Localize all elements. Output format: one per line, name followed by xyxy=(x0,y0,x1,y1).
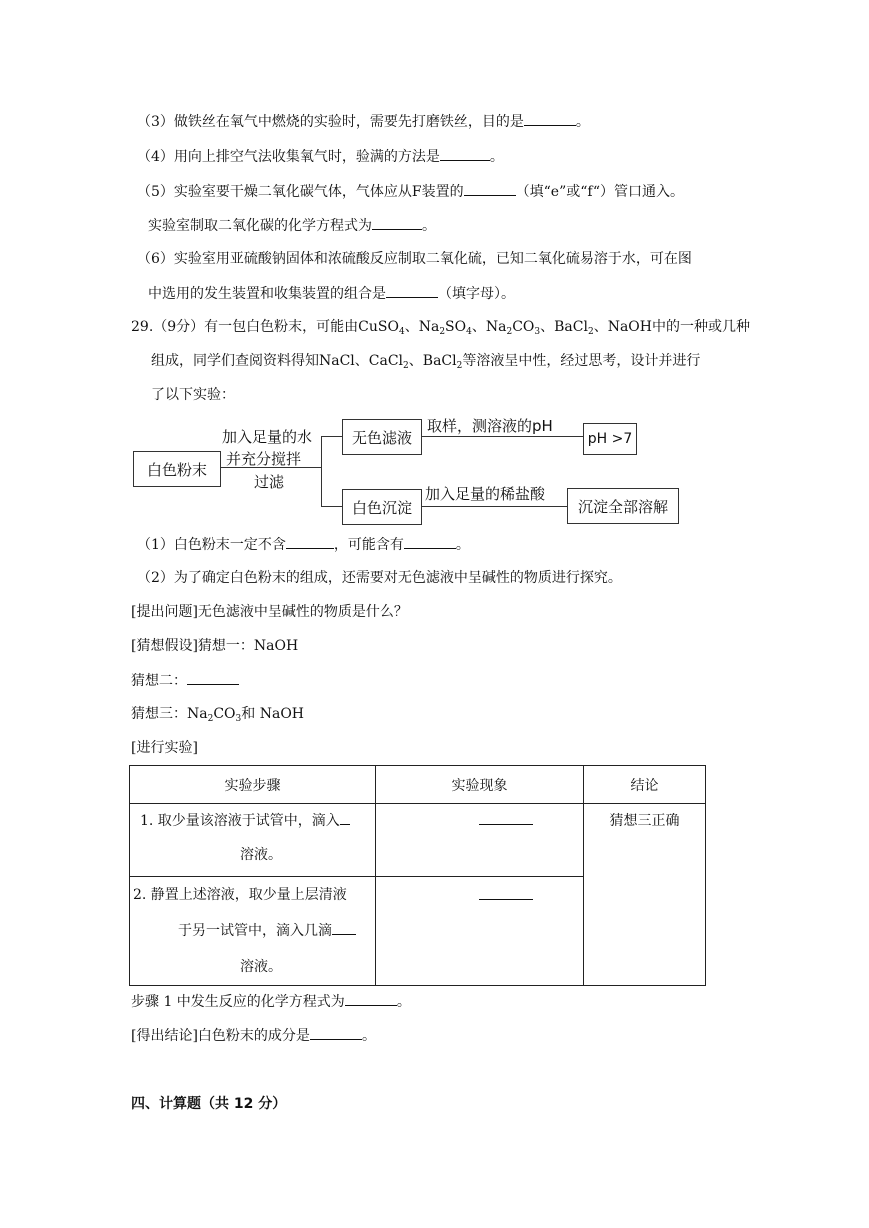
table-cell-phenomenon1 xyxy=(376,804,584,877)
q28-part4-text: （4）用向上排空气法收集氧气时，验满的方法是 xyxy=(137,149,440,165)
q29-intro-line3: 了以下实验： xyxy=(151,387,235,403)
answer-blank[interactable] xyxy=(286,534,334,549)
section-heading: 四、计算题（共 12 分） xyxy=(131,1096,287,1112)
answer-blank[interactable] xyxy=(479,885,533,900)
q29-guess1: [猜想假设]猜想一：NaOH xyxy=(131,638,299,654)
table-cell-step1: 1. 取少量该溶液于试管中，滴入 溶液。 xyxy=(130,804,376,877)
table-cell-step2: 2. 静置上述溶液，取少量上层清液 于另一试管中，滴入几滴 溶液。 xyxy=(130,877,376,986)
q29-question: [提出问题]无色滤液中呈碱性的物质是什么？ xyxy=(131,604,408,620)
answer-blank[interactable] xyxy=(404,534,456,549)
flow-box-dissolve: 沉淀全部溶解 xyxy=(567,488,679,524)
table-header-phenomenon: 实验现象 xyxy=(376,766,584,804)
flow-connector xyxy=(321,436,342,437)
q28-part6-line2: 中选用的发生装置和收集装置的组合是 （填字母）。 xyxy=(148,283,515,304)
table-header-step: 实验步骤 xyxy=(130,766,376,804)
q29-guess2: 猜想二： xyxy=(131,670,239,691)
flow-box-ph: pH >7 xyxy=(583,423,637,455)
q29-intro-line2: 组成，同学们查阅资料得知NaCl、CaCl$_2$、BaCl$_2$等溶液呈中性，经过思考，设计并进行 xyxy=(151,353,701,371)
flow-box-white-powder: 白色粉末 xyxy=(133,451,221,487)
answer-blank[interactable] xyxy=(340,810,350,825)
experiment-table xyxy=(129,765,706,986)
answer-blank[interactable] xyxy=(372,215,422,230)
answer-blank[interactable] xyxy=(524,111,576,126)
flow-box-precipitate: 白色沉淀 xyxy=(342,489,422,525)
q29-guess3: 猜想三：$Na_2CO_3$和 NaOH xyxy=(131,706,305,724)
q28-part6: （6）实验室用亚硫酸钠固体和浓硫酸反应制取二氧化硫，已知二氧化硫易溶于水，可在图 xyxy=(137,251,692,267)
q28-part4: （4）用向上排空气法收集氧气时，验满的方法是 。 xyxy=(137,146,504,167)
flow-label-add-acid: 加入足量的稀盐酸 xyxy=(425,485,546,503)
table-cell-phenomenon2 xyxy=(376,877,584,986)
answer-blank[interactable] xyxy=(386,283,438,298)
q29-result: [得出结论]白色粉末的成分是 。 xyxy=(131,1025,376,1046)
answer-blank[interactable] xyxy=(187,670,239,685)
table-header-conclusion: 结论 xyxy=(584,766,706,804)
q29-equation: 步骤 1 中发生反应的化学方程式为 。 xyxy=(131,991,411,1012)
q28-part3-text: （3）做铁丝在氧气中燃烧的实验时，需要先打磨铁丝，目的是 xyxy=(137,114,524,130)
q29-intro: 29.（9分）有一包白色粉末，可能由CuSO$_4$、$Na_2SO_4$、$Na_2CO_3$、BaCl$_2$、NaOH中的一种或几种 xyxy=(131,319,750,337)
q29-sub2: （2）为了确定白色粉末的组成，还需要对无色滤液中呈碱性的物质进行探究。 xyxy=(137,570,622,586)
q28-part5-text: （5）实验室要干燥二氧化碳气体，气体应从F装置的 xyxy=(137,184,464,200)
flow-label-filter: 过滤 xyxy=(254,473,285,491)
answer-blank[interactable] xyxy=(345,991,397,1006)
q28-part5: （5）实验室要干燥二氧化碳气体，气体应从F装置的 （填“e”或“f“）管口通入。 xyxy=(137,181,684,202)
q28-part5-line2: 实验室制取二氧化碳的化学方程式为 。 xyxy=(148,215,436,236)
answer-blank[interactable] xyxy=(479,810,533,825)
flow-label-add-water: 加入足量的水 xyxy=(222,428,313,446)
flow-box-filtrate: 无色滤液 xyxy=(342,419,422,455)
answer-blank[interactable] xyxy=(310,1025,362,1040)
flow-connector xyxy=(321,436,322,507)
answer-blank[interactable] xyxy=(440,146,490,161)
q29-sub1: （1）白色粉末一定不含 ，可能含有 。 xyxy=(137,534,470,555)
flow-label-measure-ph: 取样，测溶液的pH xyxy=(427,417,553,435)
flow-label-stir: 并充分搅拌 xyxy=(226,450,302,468)
flow-connector xyxy=(321,506,342,507)
q29-experiment: [进行实验] xyxy=(131,740,198,756)
answer-blank[interactable] xyxy=(332,920,356,935)
answer-blank[interactable] xyxy=(464,181,516,196)
table-row xyxy=(130,804,706,877)
q28-part3: （3）做铁丝在氧气中燃烧的实验时，需要先打磨铁丝，目的是 。 xyxy=(137,111,590,132)
flow-connector xyxy=(421,436,583,437)
flow-connector xyxy=(421,506,567,507)
table-cell-conclusion: 猜想三正确 xyxy=(584,804,706,986)
